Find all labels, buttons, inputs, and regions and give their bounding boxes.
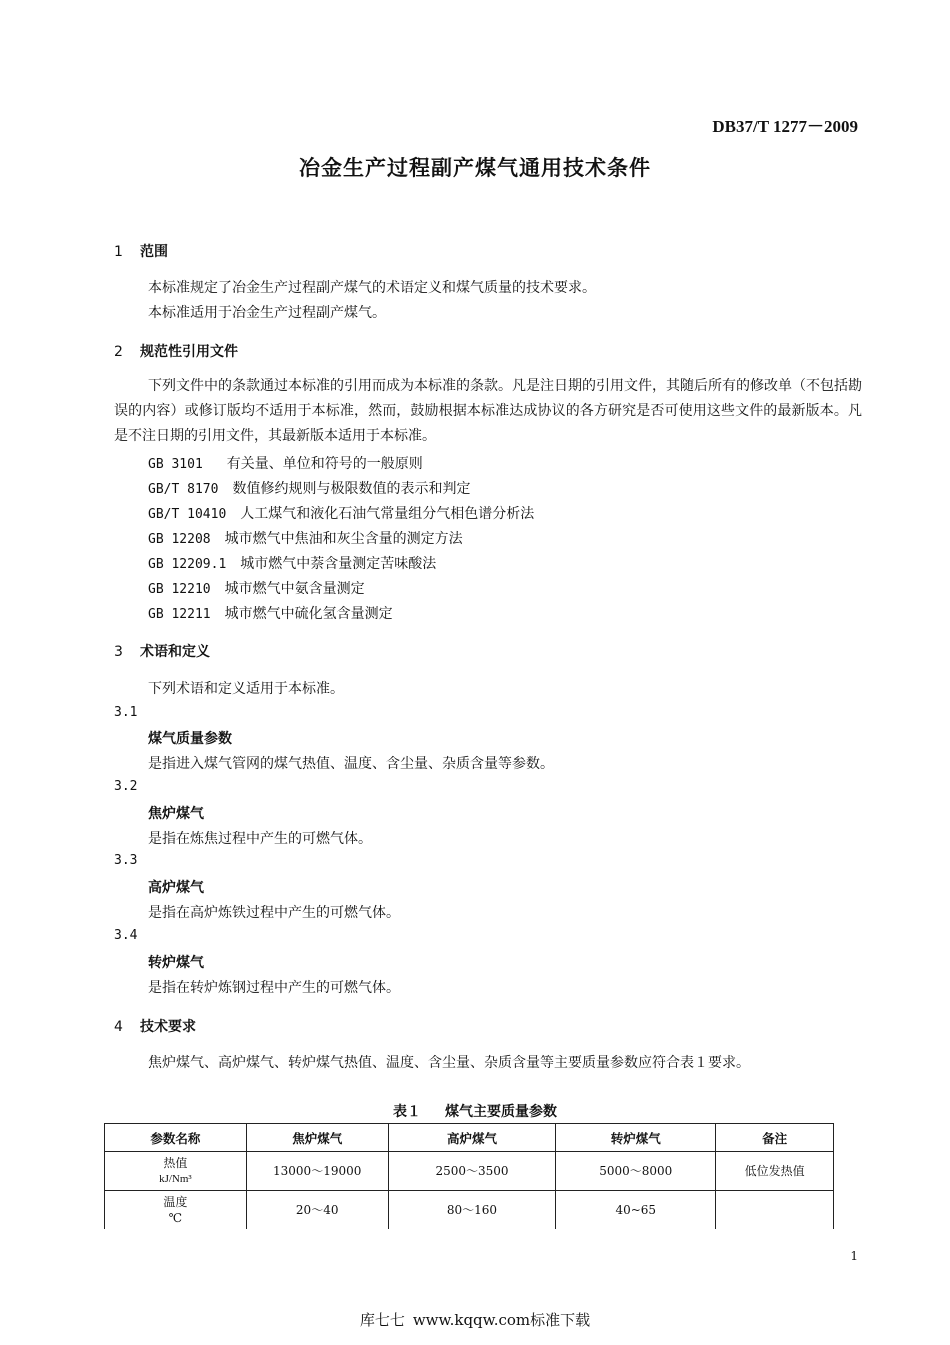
- table-cell: 80～160: [388, 1191, 556, 1230]
- paragraph: 下列文件中的条款通过本标准的引用而成为本标准的条款。凡是注日期的引用文件，其随后所有的修改单（不包括勘误的内容）或修订版均不适用于本标准，然而，鼓励根据本标准达成协议的各方研究是否可使用这些文件的最新版本。凡是不注日期的引用文件，其最新版本适用于本标准。: [114, 378, 862, 444]
- clause-number: 3.4: [114, 928, 138, 943]
- parameter-name-cell: [105, 1191, 247, 1230]
- footer-watermark: [0, 1309, 950, 1330]
- reference-code: GB 12211: [148, 607, 211, 622]
- column-header: 参数名称: [105, 1124, 247, 1152]
- clause-number: 3.1: [114, 705, 138, 720]
- reference-item: [148, 478, 470, 498]
- reference-item: [148, 553, 436, 573]
- paragraph: 下列术语和定义适用于本标准。: [148, 681, 344, 697]
- table-title: 煤气主要质量参数: [445, 1104, 557, 1120]
- paragraph: 本标准适用于冶金生产过程副产煤气。: [148, 305, 386, 321]
- reference-item: [148, 503, 534, 523]
- parameter-unit: kJ/Nm³: [159, 1173, 192, 1185]
- section-2-heading: [114, 341, 238, 361]
- column-header: 转炉煤气: [556, 1124, 716, 1152]
- section-title: 术语和定义: [140, 644, 210, 660]
- section-title: 规范性引用文件: [140, 344, 238, 360]
- parameter-name: 热值: [163, 1156, 188, 1170]
- table-header-row: [105, 1124, 834, 1152]
- document-number: DB37/T 1277－2009: [712, 117, 858, 136]
- page-title: 冶金生产过程副产煤气通用技术条件: [299, 156, 651, 180]
- paragraph: 焦炉煤气、高炉煤气、转炉煤气热值、温度、含尘量、杂质含量等主要质量参数应符合表１要求。: [148, 1055, 750, 1071]
- reference-title: 城市燃气中氨含量测定: [224, 581, 365, 597]
- reference-title: 人工煤气和液化石油气常量组分气相色谱分析法: [240, 506, 535, 522]
- section-number: 3: [114, 644, 123, 660]
- term-title: 焦炉煤气: [148, 806, 204, 822]
- table-cell: [716, 1191, 834, 1230]
- reference-code: GB/T 8170: [148, 482, 219, 497]
- section-number: 4: [114, 1019, 123, 1035]
- quality-parameters-table: [104, 1123, 834, 1229]
- section-3-heading: [114, 641, 210, 661]
- section-number: 2: [114, 344, 123, 360]
- table-caption: [0, 1101, 950, 1121]
- reference-item: [148, 453, 423, 473]
- reference-code: GB 12208: [148, 532, 211, 547]
- table-cell: 40~65: [556, 1191, 716, 1230]
- column-header: 高炉煤气: [388, 1124, 556, 1152]
- term-definition: 是指在转炉炼钢过程中产生的可燃气体。: [148, 980, 400, 996]
- reference-title: 城市燃气中萘含量测定苦味酸法: [240, 556, 437, 572]
- footer-site-name: 库七七: [359, 1311, 405, 1329]
- term-definition: 是指进入煤气管网的煤气热值、温度、含尘量、杂质含量等参数。: [148, 756, 554, 772]
- reference-item: [148, 578, 365, 598]
- paragraph: 本标准规定了冶金生产过程副产煤气的术语定义和煤气质量的技术要求。: [148, 280, 596, 296]
- reference-title: 城市燃气中焦油和灰尘含量的测定方法: [224, 531, 463, 547]
- section-title: 范围: [140, 244, 168, 260]
- term-definition: 是指在高炉炼铁过程中产生的可燃气体。: [148, 905, 400, 921]
- column-header: 焦炉煤气: [246, 1124, 388, 1152]
- column-header: 备注: [716, 1124, 834, 1152]
- term-title: 高炉煤气: [148, 880, 204, 896]
- reference-title: 城市燃气中硫化氢含量测定: [224, 606, 393, 622]
- footer-url[interactable]: www.kqqw.com: [412, 1311, 531, 1329]
- term-title: 转炉煤气: [148, 955, 204, 971]
- term-title: 煤气质量参数: [148, 731, 232, 747]
- section-1-heading: [114, 241, 168, 261]
- table-cell: 13000～19000: [246, 1152, 388, 1191]
- parameter-name: 温度: [163, 1195, 188, 1209]
- reference-code: GB 12210: [148, 582, 211, 597]
- reference-code: GB 12209.1: [148, 557, 227, 572]
- clause-number: 3.3: [114, 853, 138, 868]
- reference-code: GB/T 10410: [148, 507, 227, 522]
- clause-number: 3.2: [114, 779, 138, 794]
- section-title: 技术要求: [140, 1019, 196, 1035]
- parameter-name-cell: [105, 1152, 247, 1191]
- section-4-heading: [114, 1016, 196, 1036]
- table-number: 表１: [393, 1104, 421, 1120]
- section-number: 1: [114, 244, 123, 260]
- parameter-unit: ℃: [168, 1211, 183, 1225]
- table-row: [105, 1152, 834, 1191]
- term-definition: 是指在炼焦过程中产生的可燃气体。: [148, 831, 372, 847]
- reference-title: 数值修约规则与极限数值的表示和判定: [232, 481, 471, 497]
- table-cell: 低位发热值: [716, 1152, 834, 1191]
- reference-item: [148, 528, 463, 548]
- reference-item: [148, 603, 393, 623]
- table-row: [105, 1191, 834, 1230]
- footer-tagline: 标准下载: [530, 1311, 591, 1329]
- table-cell: 2500～3500: [388, 1152, 556, 1191]
- table-cell: 20～40: [246, 1191, 388, 1230]
- page-number: 1: [850, 1249, 858, 1263]
- table-cell: 5000～8000: [556, 1152, 716, 1191]
- reference-code: GB 3101: [148, 457, 203, 472]
- reference-title: 有关量、单位和符号的一般原则: [226, 456, 423, 472]
